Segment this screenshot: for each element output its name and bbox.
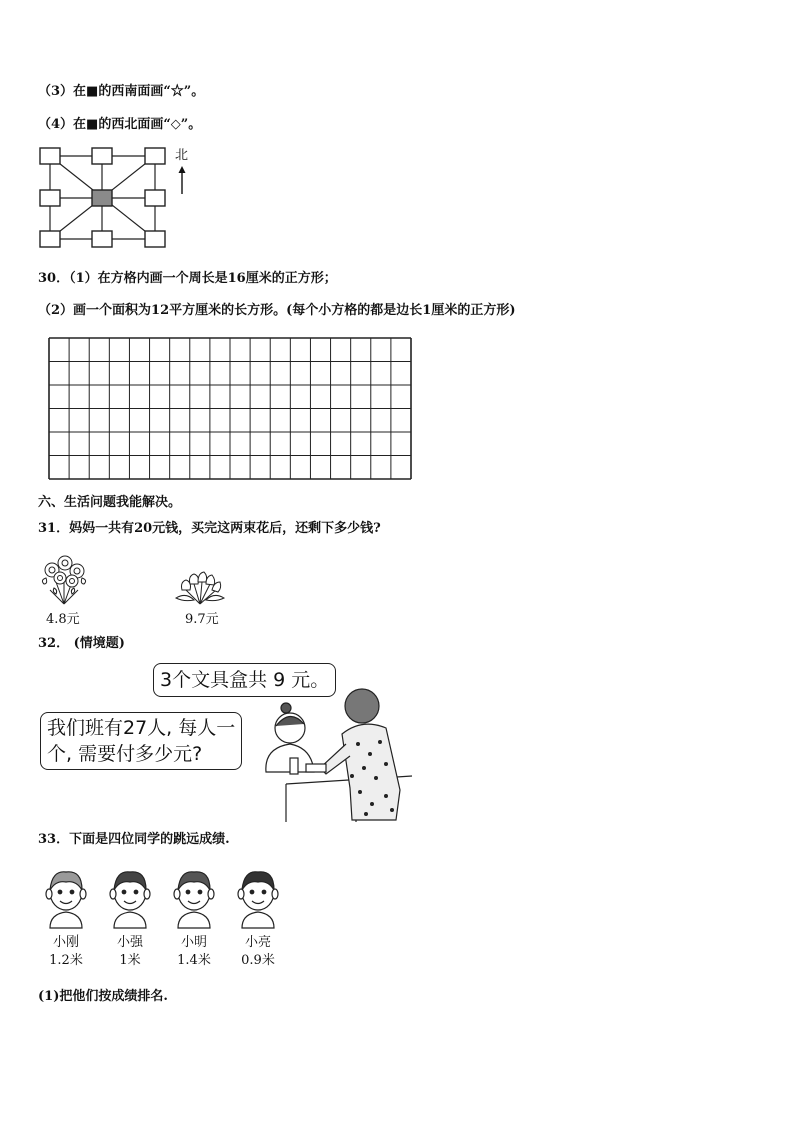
student-face-image [168, 866, 220, 928]
student-score: 0.9米 [241, 953, 275, 968]
student-speech-line1: 我们班有27人, 每人一 [47, 717, 236, 739]
student-face-image [104, 866, 156, 928]
tulip-bouquet-image [172, 570, 228, 606]
q30-part1: 30．（1）在方格内画一个周长是16厘米的正方形； [38, 271, 337, 286]
q32-title: 32． (情境题) [38, 636, 125, 651]
student-name: 小刚 [52, 935, 79, 950]
direction-diagram [38, 144, 168, 250]
diagram-box-w [40, 190, 60, 206]
shop-scene-illustration [246, 684, 412, 822]
diagram-box-e [145, 190, 165, 206]
student-name: 小明 [180, 935, 207, 950]
diagram-box-sw [40, 231, 60, 247]
diagram-box-s [92, 231, 112, 247]
q30-part2: （2）画一个面积为12平方厘米的长方形。(每个小方格的都是边长1厘米的正方形) [38, 303, 516, 318]
diagram-box-ne [145, 148, 165, 164]
student-speech-bubble [40, 712, 242, 770]
q33-sub1: (1)把他们按成绩排名. [38, 989, 168, 1004]
student-card [230, 866, 286, 970]
student-card [166, 866, 222, 970]
q29-item4: （4）在■的西北面画“◇”。 [38, 117, 202, 132]
diagram-center-square [92, 190, 112, 206]
student-score: 1.2米 [49, 953, 83, 968]
student-card [38, 866, 94, 970]
student-face-image [232, 866, 284, 928]
flower1-price: 4.8元 [46, 612, 80, 627]
student-speech-line2: 个, 需要付多少元? [47, 743, 203, 765]
q29-item3: （3）在■的西南面画“☆”。 [38, 84, 205, 99]
student-card [102, 866, 158, 970]
diagram-box-n [92, 148, 112, 164]
diagram-box-se [145, 231, 165, 247]
seller-speech-text: 3个文具盒共 9 元。 [160, 669, 330, 691]
flower2-price: 9.7元 [185, 612, 219, 627]
student-face-image [40, 866, 92, 928]
q31-question: 31．妈妈一共有20元钱，买完这两束花后，还剩下多少钱? [38, 521, 381, 536]
diagram-box-nw [40, 148, 60, 164]
student-name: 小强 [116, 935, 143, 950]
student-name: 小亮 [244, 935, 271, 950]
north-label: 北 [175, 148, 189, 163]
student-score: 1米 [119, 953, 141, 968]
student-score: 1.4米 [177, 953, 211, 968]
q33-question: 33．下面是四位同学的跳远成绩. [38, 832, 230, 847]
students-row [38, 866, 298, 976]
north-arrow-icon [177, 166, 187, 194]
square-grid [48, 337, 412, 480]
rose-bouquet-image [38, 554, 90, 606]
section6-title: 六、生活问题我能解决。 [38, 495, 182, 510]
